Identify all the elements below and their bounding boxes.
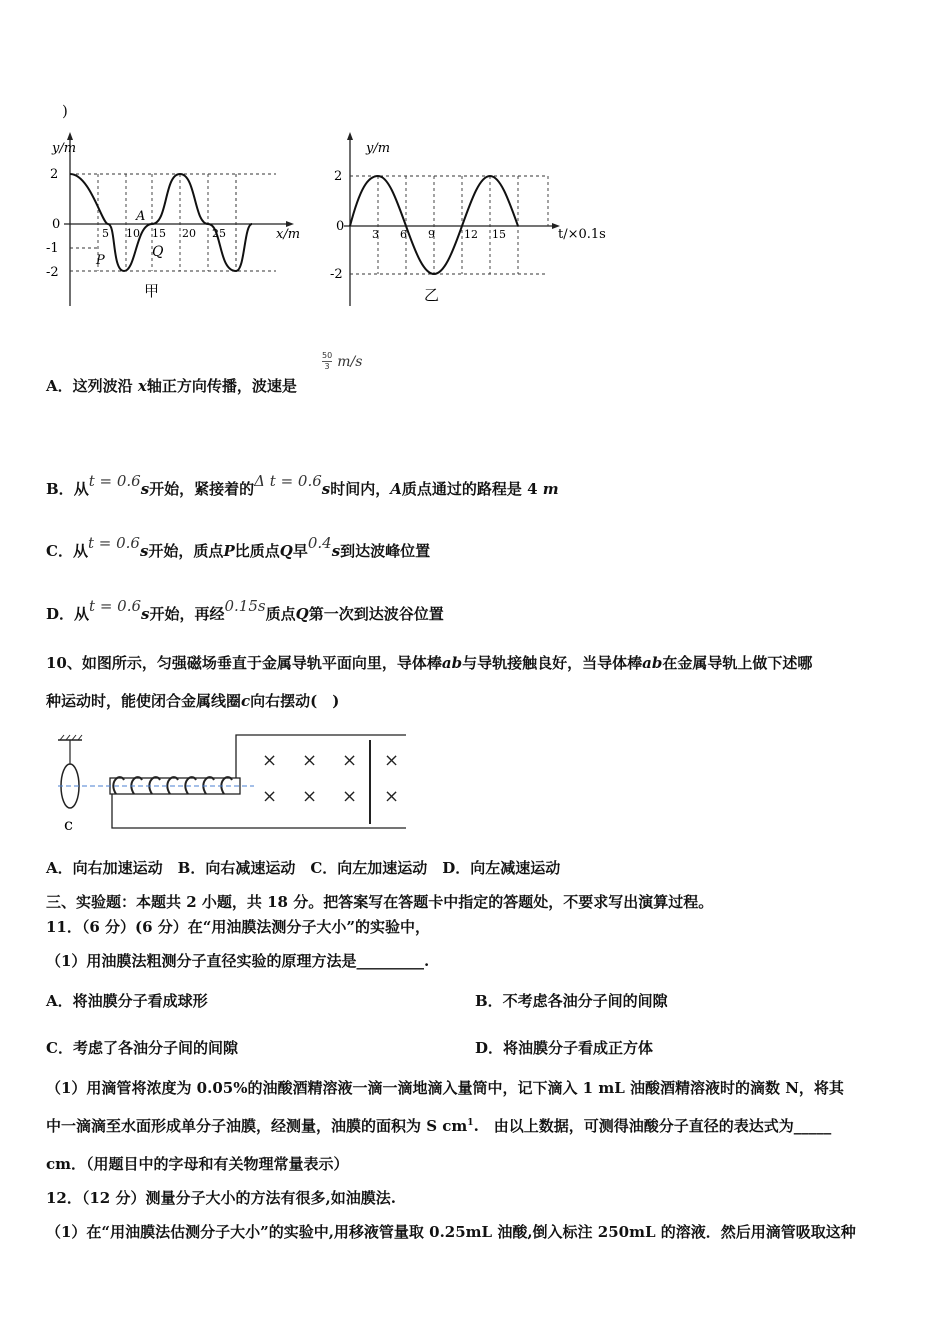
svg-text:×: × <box>342 786 358 807</box>
wave-graph-yi <box>330 128 630 308</box>
x-tick: 15 <box>152 227 166 240</box>
q12-title: 12．（12 分）测量分子大小的方法有很多,如油膜法. <box>46 1189 396 1207</box>
y-tick: 0 <box>52 217 61 232</box>
y-tick: -2 <box>330 267 343 282</box>
svg-text:×: × <box>384 786 400 807</box>
y-tick: -2 <box>46 265 59 280</box>
q11-sub1: （1）用油膜法粗测分子直径实验的原理方法是_________. <box>46 952 430 970</box>
svg-text:×: × <box>302 750 318 771</box>
magnetic-field-cross-icon <box>262 750 399 807</box>
svg-text:×: × <box>302 786 318 807</box>
q11-opt-b: B．不考虑各油分子间的间隙 <box>475 992 668 1010</box>
x-label: t/×0.1s <box>558 227 606 242</box>
graph-caption: 乙 <box>424 286 440 304</box>
x-label: x/m <box>276 227 301 242</box>
x-tick: 5 <box>102 227 109 240</box>
y-tick: 0 <box>336 219 345 234</box>
x-tick: 15 <box>492 228 506 241</box>
x-tick: 10 <box>126 227 140 240</box>
graph-caption: 甲 <box>144 282 160 300</box>
q11-opt-d: D．将油膜分子看成正方体 <box>475 1039 654 1057</box>
top-paren: ) <box>62 102 68 120</box>
speed-formula: $\frac{50}{3}$ m/s <box>322 351 363 371</box>
x-tick: 20 <box>182 227 196 240</box>
q10-line2: 种运动时，能使闭合金属线圈c向右摆动( ) <box>46 692 340 710</box>
x-tick: 9 <box>428 228 435 241</box>
y-label: y/m <box>366 141 391 156</box>
y-tick: 2 <box>334 169 343 184</box>
option-c: C．从t = 0.6s开始，质点P比质点Q早0.4s到达波峰位置 <box>46 534 431 560</box>
q10-options: A．向右加速运动 B．向右减速运动 C．向左加速运动 D．向左减速运动 <box>46 859 561 877</box>
section3-heading: 三、实验题：本题共 2 小题，共 18 分。把答案写在答题卡中指定的答题处，不要求写出演算过程。 <box>46 893 714 911</box>
q11-sub2-line1: （1）用滴管将浓度为 0.05%的油酸酒精溶液一滴一滴地滴入量筒中，记下滴入 1 mL 油酸酒精溶液时的滴数 N，将其 <box>46 1079 844 1097</box>
x-tick: 3 <box>372 228 379 241</box>
wave-graph-jia <box>40 128 310 308</box>
svg-text:×: × <box>262 786 278 807</box>
svg-text:×: × <box>342 750 358 771</box>
q11-sub2-line3: cm．（用题目中的字母和有关物理常量表示） <box>46 1155 349 1173</box>
q11-sub2-line2: 中一滴滴至水面形成单分子油膜，经测量，油膜的面积为 S $cm^1$. 由以上数据，可测得油酸分子直径的表达式为_____ <box>46 1117 832 1135</box>
q11-title: 11．（6 分）(6 分）在“用油膜法测分子大小”的实验中， <box>46 918 431 936</box>
option-b: B．从t = 0.6s开始，紧接着的Δ t = 0.6s时间内，A质点通过的路程是 4 m <box>46 472 559 498</box>
q11-opt-c: C．考虑了各油分子间的间隙 <box>46 1039 238 1057</box>
y-label: y/m <box>52 141 77 156</box>
option-d: D．从t = 0.6s开始，再经0.15s质点Q第一次到达波谷位置 <box>46 597 444 623</box>
svg-text:×: × <box>384 750 400 771</box>
x-tick: 6 <box>400 228 407 241</box>
point-label-a: A <box>136 209 146 224</box>
y-axis-arrow-icon <box>67 132 73 140</box>
point-label-q: Q <box>152 244 164 260</box>
coil-label: c <box>64 815 73 834</box>
q11-opt-a: A．将油膜分子看成球形 <box>46 992 208 1010</box>
x-tick: 12 <box>464 228 478 241</box>
q10-figure <box>50 730 420 840</box>
svg-text:×: × <box>262 750 278 771</box>
point-label-p: P <box>96 253 105 268</box>
x-tick: 25 <box>212 227 226 240</box>
q12-sub1: （1）在“用油膜法估测分子大小”的实验中,用移液管量取 0.25mL 油酸,倒入标注 250mL 的溶液．然后用滴管吸取这种 <box>46 1223 856 1241</box>
y-tick: -1 <box>46 241 59 256</box>
q10-line1: 10、如图所示，匀强磁场垂直于金属导轨平面向里，导体棒ab与导轨接触良好，当导体棒ab在金属导轨上做下述哪 <box>46 654 813 672</box>
y-tick: 2 <box>50 167 59 182</box>
option-a: A．这列波沿 x轴正方向传播，波速是 <box>46 377 297 395</box>
y-axis-arrow-icon <box>347 132 353 140</box>
